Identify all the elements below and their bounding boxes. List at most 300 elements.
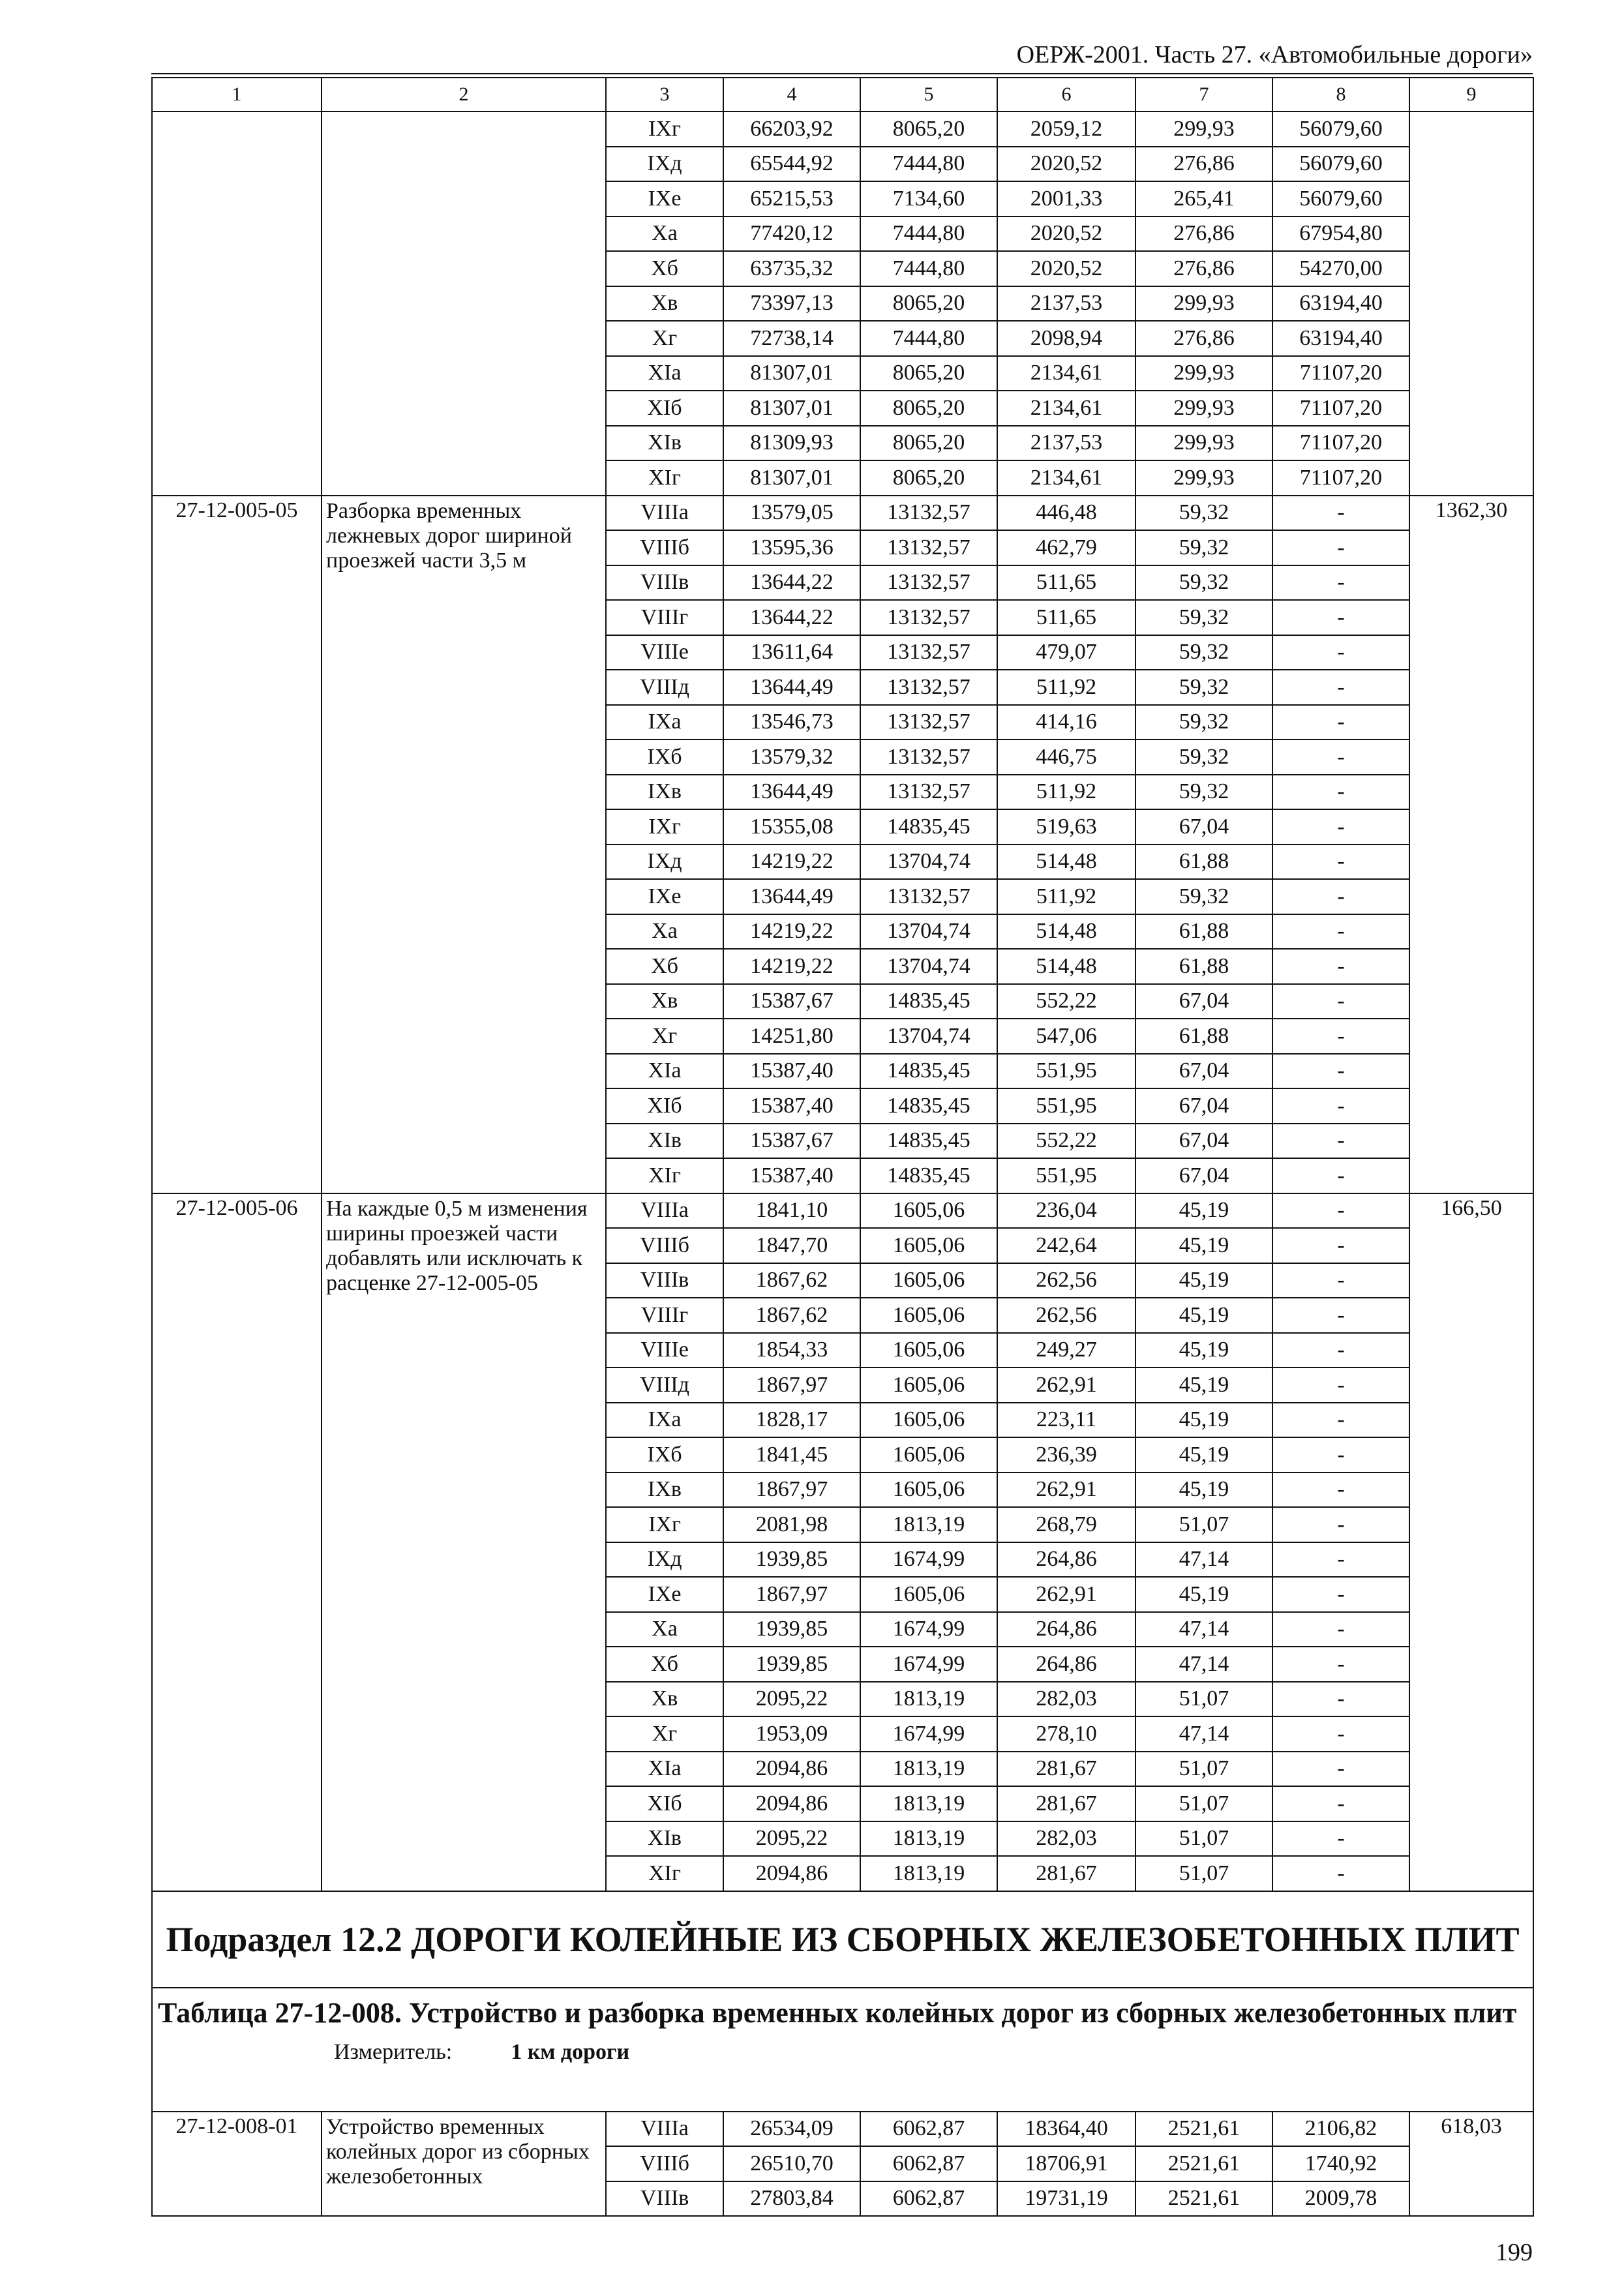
table-cell: 14251,80 — [723, 1019, 860, 1054]
table-cell: - — [1272, 1403, 1409, 1438]
table-cell: 67,04 — [1135, 809, 1272, 845]
table-cell: 14835,45 — [860, 1054, 997, 1089]
table-cell: 51,07 — [1135, 1821, 1272, 1857]
table-cell: - — [1272, 740, 1409, 775]
table-cell: 519,63 — [997, 809, 1135, 845]
measure-line — [158, 2038, 1527, 2067]
table-cell: 14835,45 — [860, 1088, 997, 1124]
table-cell: 2095,22 — [723, 1821, 860, 1857]
table-cell: 13132,57 — [860, 530, 997, 565]
table-cell: Xв — [606, 286, 723, 322]
table-cell: 2521,61 — [1135, 2181, 1272, 2217]
table-cell: 2521,61 — [1135, 2146, 1272, 2181]
table-title-block — [152, 1988, 1533, 2112]
running-header: ОЕРЖ-2001. Часть 27. «Автомобильные дороги» — [1016, 41, 1533, 68]
table-cell: 13579,05 — [723, 496, 860, 531]
table-cell: 1605,06 — [860, 1437, 997, 1473]
table-cell: 281,67 — [997, 1856, 1135, 1891]
table-cell: VIIIа — [606, 496, 723, 531]
table-cell: - — [1272, 845, 1409, 880]
table-cell: - — [1272, 1158, 1409, 1193]
table-cell: - — [1272, 879, 1409, 914]
table-cell: 13132,57 — [860, 740, 997, 775]
table-cell: 299,93 — [1135, 391, 1272, 426]
table-cell: 14219,22 — [723, 914, 860, 950]
subsection-title: Подраздел 12.2 ДОРОГИ КОЛЕЙНЫЕ ИЗ СБОРНЫХ ЖЕЛЕЗОБЕТОННЫХ ПЛИТ — [152, 1891, 1533, 1988]
table-cell: 61,88 — [1135, 1019, 1272, 1054]
table-cell: 45,19 — [1135, 1228, 1272, 1263]
table-cell: VIIIб — [606, 2146, 723, 2181]
table-cell: 63194,40 — [1272, 286, 1409, 322]
table-cell: Xа — [606, 217, 723, 252]
table-cell: 45,19 — [1135, 1473, 1272, 1508]
column-number: 2 — [322, 78, 606, 112]
table-cell: 15387,40 — [723, 1054, 860, 1089]
table-cell: 1813,19 — [860, 1856, 997, 1891]
table-cell: 264,86 — [997, 1647, 1135, 1682]
table-cell: 13704,74 — [860, 914, 997, 950]
table-cell: - — [1272, 1088, 1409, 1124]
table-cell: 6062,87 — [860, 2112, 997, 2147]
table-cell: VIIIе — [606, 1333, 723, 1368]
table-cell: - — [1272, 1437, 1409, 1473]
table-cell: 446,75 — [997, 740, 1135, 775]
table-cell: 1939,85 — [723, 1612, 860, 1647]
header-rule — [151, 73, 1533, 74]
table-cell: 59,32 — [1135, 775, 1272, 810]
table-cell: XIв — [606, 1821, 723, 1857]
table-cell: 6062,87 — [860, 2181, 997, 2217]
table-cell: - — [1272, 1647, 1409, 1682]
table-cell: XIг — [606, 1158, 723, 1193]
table-cell: - — [1272, 809, 1409, 845]
table-cell: 51,07 — [1135, 1682, 1272, 1717]
table-cell: 552,22 — [997, 1124, 1135, 1159]
table-cell: 2137,53 — [997, 426, 1135, 461]
table-cell: - — [1272, 1473, 1409, 1508]
table-cell: 1841,10 — [723, 1193, 860, 1229]
column-number: 7 — [1135, 78, 1272, 112]
table-row — [152, 2112, 1533, 2147]
table-cell: 1939,85 — [723, 1542, 860, 1578]
table-cell: 73397,13 — [723, 286, 860, 322]
table-cell: 13704,74 — [860, 1019, 997, 1054]
table-cell: 8065,20 — [860, 286, 997, 322]
table-cell: 13132,57 — [860, 775, 997, 810]
table-cell: 65544,92 — [723, 147, 860, 182]
table-cell: 45,19 — [1135, 1193, 1272, 1229]
table-cell: Xг — [606, 1716, 723, 1752]
table-cell: - — [1272, 1054, 1409, 1089]
table-cell: 67,04 — [1135, 984, 1272, 1019]
table-cell: Xв — [606, 1682, 723, 1717]
table-cell: IXа — [606, 705, 723, 740]
page-number: 199 — [1496, 2239, 1533, 2266]
table-cell: 67,04 — [1135, 1088, 1272, 1124]
table-cell: 242,64 — [997, 1228, 1135, 1263]
table-cell: - — [1272, 1542, 1409, 1578]
table-cell: 13132,57 — [860, 670, 997, 705]
table-cell: 59,32 — [1135, 565, 1272, 601]
table-cell: 299,93 — [1135, 286, 1272, 322]
table-cell: 13704,74 — [860, 949, 997, 984]
rate-name: На каждые 0,5 м изменения ширины проезжей части добавлять или исключать к расценке 27-12-005-05 — [322, 1193, 606, 1891]
table-cell: 1605,06 — [860, 1368, 997, 1403]
table-cell: VIIIв — [606, 1263, 723, 1298]
table-cell: - — [1272, 1298, 1409, 1333]
table-cell: XIб — [606, 1786, 723, 1821]
table-cell: - — [1272, 1333, 1409, 1368]
table-cell: - — [1272, 1228, 1409, 1263]
table-cell: - — [1272, 1821, 1409, 1857]
table-cell: - — [1272, 914, 1409, 950]
table-cell: - — [1272, 705, 1409, 740]
table-row — [152, 496, 1533, 531]
table-cell: 71107,20 — [1272, 426, 1409, 461]
table-cell: 1813,19 — [860, 1821, 997, 1857]
table-cell: 2094,86 — [723, 1786, 860, 1821]
measure-label: Измеритель: — [334, 2039, 453, 2064]
table-cell: 1867,62 — [723, 1263, 860, 1298]
table-cell: 15387,40 — [723, 1158, 860, 1193]
table-cell: 1953,09 — [723, 1716, 860, 1752]
table-cell: 262,91 — [997, 1577, 1135, 1612]
table-cell: 13611,64 — [723, 635, 860, 670]
table-cell: 264,86 — [997, 1612, 1135, 1647]
table-cell: Xг — [606, 1019, 723, 1054]
table-cell: 414,16 — [997, 705, 1135, 740]
table-cell: 276,86 — [1135, 147, 1272, 182]
table-cell: IXв — [606, 1473, 723, 1508]
table-cell: 1605,06 — [860, 1263, 997, 1298]
table-cell: VIIIе — [606, 635, 723, 670]
table-cell: 514,48 — [997, 949, 1135, 984]
table-cell: 45,19 — [1135, 1263, 1272, 1298]
col9-cell-empty — [1409, 112, 1533, 496]
table-cell: 265,41 — [1135, 181, 1272, 217]
table-cell: 14835,45 — [860, 809, 997, 845]
table-cell: 551,95 — [997, 1088, 1135, 1124]
table-cell: VIIIб — [606, 1228, 723, 1263]
table-cell: 13579,32 — [723, 740, 860, 775]
table-cell: IXб — [606, 1437, 723, 1473]
table-cell: 13546,73 — [723, 705, 860, 740]
table-cell: 51,07 — [1135, 1507, 1272, 1542]
table-cell: 264,86 — [997, 1542, 1135, 1578]
table-cell: Xа — [606, 914, 723, 950]
table-cell: 7134,60 — [860, 181, 997, 217]
measure-value: 1 км дороги — [511, 2039, 630, 2064]
code-cell-empty — [152, 112, 322, 496]
table-cell: 14835,45 — [860, 984, 997, 1019]
table-row — [152, 112, 1533, 147]
table-cell: 13644,22 — [723, 565, 860, 601]
table-cell: - — [1272, 1577, 1409, 1612]
table-cell: 1740,92 — [1272, 2146, 1409, 2181]
table-cell: 2020,52 — [997, 217, 1135, 252]
table-cell: 19731,19 — [997, 2181, 1135, 2217]
table-cell: 67,04 — [1135, 1158, 1272, 1193]
rates-table — [151, 77, 1534, 2217]
table-cell: 262,91 — [997, 1368, 1135, 1403]
table-cell: 8065,20 — [860, 356, 997, 391]
table-cell: 81309,93 — [723, 426, 860, 461]
table-cell: XIа — [606, 1752, 723, 1787]
table-cell: IXг — [606, 1507, 723, 1542]
rate-col9: 166,50 — [1409, 1193, 1533, 1891]
table-cell: 514,48 — [997, 914, 1135, 950]
table-cell: Xб — [606, 251, 723, 286]
table-cell: - — [1272, 775, 1409, 810]
table-cell: 1813,19 — [860, 1786, 997, 1821]
table-cell: 2059,12 — [997, 112, 1135, 147]
table-cell: 59,32 — [1135, 530, 1272, 565]
table-cell: 59,32 — [1135, 740, 1272, 775]
table-cell: IXе — [606, 879, 723, 914]
table-cell: - — [1272, 670, 1409, 705]
rate-code: 27-12-005-06 — [152, 1193, 322, 1891]
table-cell: 77420,12 — [723, 217, 860, 252]
table-cell: 8065,20 — [860, 426, 997, 461]
table-cell: IXа — [606, 1403, 723, 1438]
table-row — [152, 1193, 1533, 1229]
table-cell: - — [1272, 565, 1409, 601]
column-number: 4 — [723, 78, 860, 112]
table-cell: 511,92 — [997, 670, 1135, 705]
table-cell: 1605,06 — [860, 1193, 997, 1229]
table-cell: 462,79 — [997, 530, 1135, 565]
table-cell: VIIIв — [606, 2181, 723, 2217]
table-cell: 1605,06 — [860, 1298, 997, 1333]
table-cell: 13595,36 — [723, 530, 860, 565]
table-cell: 13704,74 — [860, 845, 997, 880]
column-number: 1 — [152, 78, 322, 112]
table-cell: 47,14 — [1135, 1542, 1272, 1578]
table-cell: 1939,85 — [723, 1647, 860, 1682]
table-cell: 7444,80 — [860, 251, 997, 286]
table-cell: 1813,19 — [860, 1752, 997, 1787]
table-cell: 13132,57 — [860, 705, 997, 740]
table-cell: 276,86 — [1135, 251, 1272, 286]
column-number: 5 — [860, 78, 997, 112]
rate-col9: 618,03 — [1409, 2112, 1533, 2217]
table-cell: 26510,70 — [723, 2146, 860, 2181]
table-cell: 1867,97 — [723, 1577, 860, 1612]
table-cell: 8065,20 — [860, 391, 997, 426]
table-cell: 8065,20 — [860, 112, 997, 147]
table-cell: 511,65 — [997, 600, 1135, 635]
table-cell: 299,93 — [1135, 112, 1272, 147]
table-cell: VIIIг — [606, 600, 723, 635]
table-cell: 14835,45 — [860, 1158, 997, 1193]
table-cell: 552,22 — [997, 984, 1135, 1019]
table-cell: VIIIд — [606, 1368, 723, 1403]
table-cell: 15387,67 — [723, 1124, 860, 1159]
table-cell: 13644,22 — [723, 600, 860, 635]
table-cell: - — [1272, 1682, 1409, 1717]
table-cell: 7444,80 — [860, 147, 997, 182]
table-cell: 27803,84 — [723, 2181, 860, 2217]
table-cell: VIIIг — [606, 1298, 723, 1333]
table-cell: 81307,01 — [723, 356, 860, 391]
table-cell: 268,79 — [997, 1507, 1135, 1542]
table-cell: VIIIа — [606, 1193, 723, 1229]
table-cell: 2094,86 — [723, 1752, 860, 1787]
table-cell: VIIIв — [606, 565, 723, 601]
table-cell: IXг — [606, 112, 723, 147]
table-cell: 236,39 — [997, 1437, 1135, 1473]
table-cell: XIб — [606, 391, 723, 426]
table-cell: 2134,61 — [997, 356, 1135, 391]
table-cell: XIа — [606, 1054, 723, 1089]
table-cell: 15387,40 — [723, 1088, 860, 1124]
table-cell: 282,03 — [997, 1821, 1135, 1857]
table-cell: 276,86 — [1135, 321, 1272, 356]
table-cell: 14219,22 — [723, 949, 860, 984]
table-cell: XIв — [606, 426, 723, 461]
table-cell: 56079,60 — [1272, 112, 1409, 147]
table-cell: 45,19 — [1135, 1368, 1272, 1403]
table-cell: - — [1272, 496, 1409, 531]
table-cell: 13644,49 — [723, 670, 860, 705]
table-cell: VIIIб — [606, 530, 723, 565]
rate-code: 27-12-008-01 — [152, 2112, 322, 2217]
table-cell: XIг — [606, 460, 723, 496]
table-cell: 81307,01 — [723, 391, 860, 426]
table-cell: 1867,97 — [723, 1473, 860, 1508]
table-cell: 59,32 — [1135, 670, 1272, 705]
table-cell: - — [1272, 1507, 1409, 1542]
table-cell: 281,67 — [997, 1752, 1135, 1787]
table-cell: IXе — [606, 1577, 723, 1612]
table-cell: 15387,67 — [723, 984, 860, 1019]
table-cell: Xв — [606, 984, 723, 1019]
table-cell: 8065,20 — [860, 460, 997, 496]
table-cell: 223,11 — [997, 1403, 1135, 1438]
table-cell: 7444,80 — [860, 217, 997, 252]
table-cell: 45,19 — [1135, 1333, 1272, 1368]
table-cell: 59,32 — [1135, 879, 1272, 914]
table-cell: 15355,08 — [723, 809, 860, 845]
table-cell: 18364,40 — [997, 2112, 1135, 2147]
table-cell: 67954,80 — [1272, 217, 1409, 252]
table-cell: 2020,52 — [997, 251, 1135, 286]
table-cell: 2521,61 — [1135, 2112, 1272, 2147]
table-cell: - — [1272, 635, 1409, 670]
table-cell: - — [1272, 984, 1409, 1019]
table-cell: - — [1272, 600, 1409, 635]
table-cell: IXб — [606, 740, 723, 775]
table-cell: XIа — [606, 356, 723, 391]
table-cell: 72738,14 — [723, 321, 860, 356]
table-cell: 45,19 — [1135, 1437, 1272, 1473]
table-cell: 47,14 — [1135, 1716, 1272, 1752]
table-cell: 2009,78 — [1272, 2181, 1409, 2217]
table-cell: XIг — [606, 1856, 723, 1891]
table-cell: 1605,06 — [860, 1228, 997, 1263]
table-cell: 551,95 — [997, 1054, 1135, 1089]
table-cell: 54270,00 — [1272, 251, 1409, 286]
column-number: 9 — [1409, 78, 1533, 112]
table-cell: 14835,45 — [860, 1124, 997, 1159]
table-cell: 63735,32 — [723, 251, 860, 286]
table-cell: - — [1272, 1368, 1409, 1403]
table-cell: - — [1272, 1716, 1409, 1752]
table-cell: IXд — [606, 1542, 723, 1578]
table-cell: 67,04 — [1135, 1054, 1272, 1089]
table-cell: Xб — [606, 949, 723, 984]
table-cell: 2134,61 — [997, 460, 1135, 496]
table-cell: 47,14 — [1135, 1647, 1272, 1682]
table-cell: Xб — [606, 1647, 723, 1682]
rate-col9: 1362,30 — [1409, 496, 1533, 1193]
table-cell: - — [1272, 530, 1409, 565]
table-cell: 262,56 — [997, 1298, 1135, 1333]
table-cell: - — [1272, 1612, 1409, 1647]
table-cell: Xа — [606, 1612, 723, 1647]
table-cell: 299,93 — [1135, 356, 1272, 391]
table-cell: 1605,06 — [860, 1473, 997, 1508]
table-cell: 1674,99 — [860, 1716, 997, 1752]
table-title: Таблица 27-12-008. Устройство и разборка временных колейных дорог из сборных железобетонных плит — [158, 1996, 1517, 2029]
table-cell: 61,88 — [1135, 949, 1272, 984]
table-cell: 56079,60 — [1272, 147, 1409, 182]
table-cell: 299,93 — [1135, 460, 1272, 496]
table-cell: Xг — [606, 321, 723, 356]
table-cell: 2001,33 — [997, 181, 1135, 217]
table-cell: IXд — [606, 845, 723, 880]
table-cell: 65215,53 — [723, 181, 860, 217]
table-cell: 13132,57 — [860, 565, 997, 601]
table-cell: 13644,49 — [723, 775, 860, 810]
table-cell: - — [1272, 1786, 1409, 1821]
table-cell: 59,32 — [1135, 600, 1272, 635]
table-cell: 262,91 — [997, 1473, 1135, 1508]
table-cell: 67,04 — [1135, 1124, 1272, 1159]
table-cell: 59,32 — [1135, 705, 1272, 740]
table-cell: 63194,40 — [1272, 321, 1409, 356]
table-cell: 514,48 — [997, 845, 1135, 880]
table-cell: 13132,57 — [860, 600, 997, 635]
table-cell: 71107,20 — [1272, 391, 1409, 426]
table-cell: - — [1272, 949, 1409, 984]
rate-name: Разборка временных лежневых дорог шириной проезжей части 3,5 м — [322, 496, 606, 1193]
table-cell: 59,32 — [1135, 496, 1272, 531]
table-cell: 45,19 — [1135, 1298, 1272, 1333]
table-cell: 1674,99 — [860, 1542, 997, 1578]
column-number: 6 — [997, 78, 1135, 112]
table-cell: 276,86 — [1135, 217, 1272, 252]
table-cell: 59,32 — [1135, 635, 1272, 670]
table-cell: 7444,80 — [860, 321, 997, 356]
table-cell: 1867,62 — [723, 1298, 860, 1333]
table-cell: 81307,01 — [723, 460, 860, 496]
table-cell: 66203,92 — [723, 112, 860, 147]
table-cell: 1605,06 — [860, 1333, 997, 1368]
table-cell: 1813,19 — [860, 1682, 997, 1717]
column-number-row — [152, 78, 1533, 112]
table-cell: 61,88 — [1135, 914, 1272, 950]
table-cell: 2094,86 — [723, 1856, 860, 1891]
table-cell: 13132,57 — [860, 879, 997, 914]
table-cell: - — [1272, 1124, 1409, 1159]
table-cell: IXг — [606, 809, 723, 845]
rate-name: Устройство временных колейных дорог из сборных железобетонных — [322, 2112, 606, 2217]
table-cell: VIIIа — [606, 2112, 723, 2147]
column-number: 3 — [606, 78, 723, 112]
table-cell: 282,03 — [997, 1682, 1135, 1717]
table-cell: 511,92 — [997, 775, 1135, 810]
